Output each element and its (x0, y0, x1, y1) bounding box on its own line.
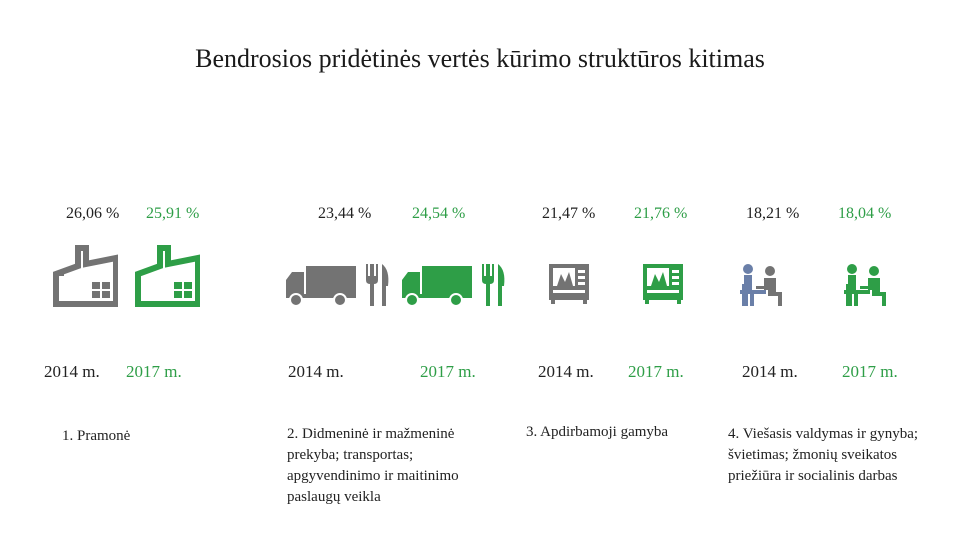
factory-icon (52, 244, 118, 308)
pct-2017: 18,04 % (838, 205, 892, 222)
pct-2014: 23,44 % (318, 205, 372, 222)
sector-label: 4. Viešasis valdymas ir gynyba; švietimas; žmonių sveikatos priežiūra ir socialinis darbas (728, 426, 919, 484)
pct-2017: 24,54 % (412, 205, 466, 222)
year-2014: 2014 m. (288, 362, 344, 381)
year-2017: 2017 m. (628, 362, 684, 381)
year-2017: 2017 m. (126, 362, 182, 381)
machine-icon (641, 262, 685, 304)
factory-icon (134, 244, 200, 308)
truck-cutlery-icon (284, 262, 392, 308)
year-2017: 2017 m. (420, 362, 476, 381)
year-2017: 2017 m. (842, 362, 898, 381)
pct-2014: 26,06 % (66, 205, 120, 222)
machine-icon (547, 262, 591, 304)
people-desk-icon (842, 262, 888, 308)
pct-2017: 25,91 % (146, 205, 200, 222)
year-2014: 2014 m. (538, 362, 594, 381)
truck-cutlery-icon (400, 262, 508, 308)
year-2014: 2014 m. (742, 362, 798, 381)
pct-2014: 18,21 % (746, 205, 800, 222)
sector-label: 1. Pramonė (62, 428, 131, 444)
pct-2017: 21,76 % (634, 205, 688, 222)
sector-label: 3. Apdirbamoji gamyba (526, 424, 669, 440)
sector-label: 2. Didmeninė ir mažmeninė prekyba; transportas; apgyvendinimo ir maitinimo paslaugų veikla (287, 426, 459, 505)
year-2014: 2014 m. (44, 362, 100, 381)
people-desk-icon (738, 262, 784, 308)
page-title: Bendrosios pridėtinės vertės kūrimo struktūros kitimas (195, 44, 765, 73)
pct-2014: 21,47 % (542, 205, 596, 222)
